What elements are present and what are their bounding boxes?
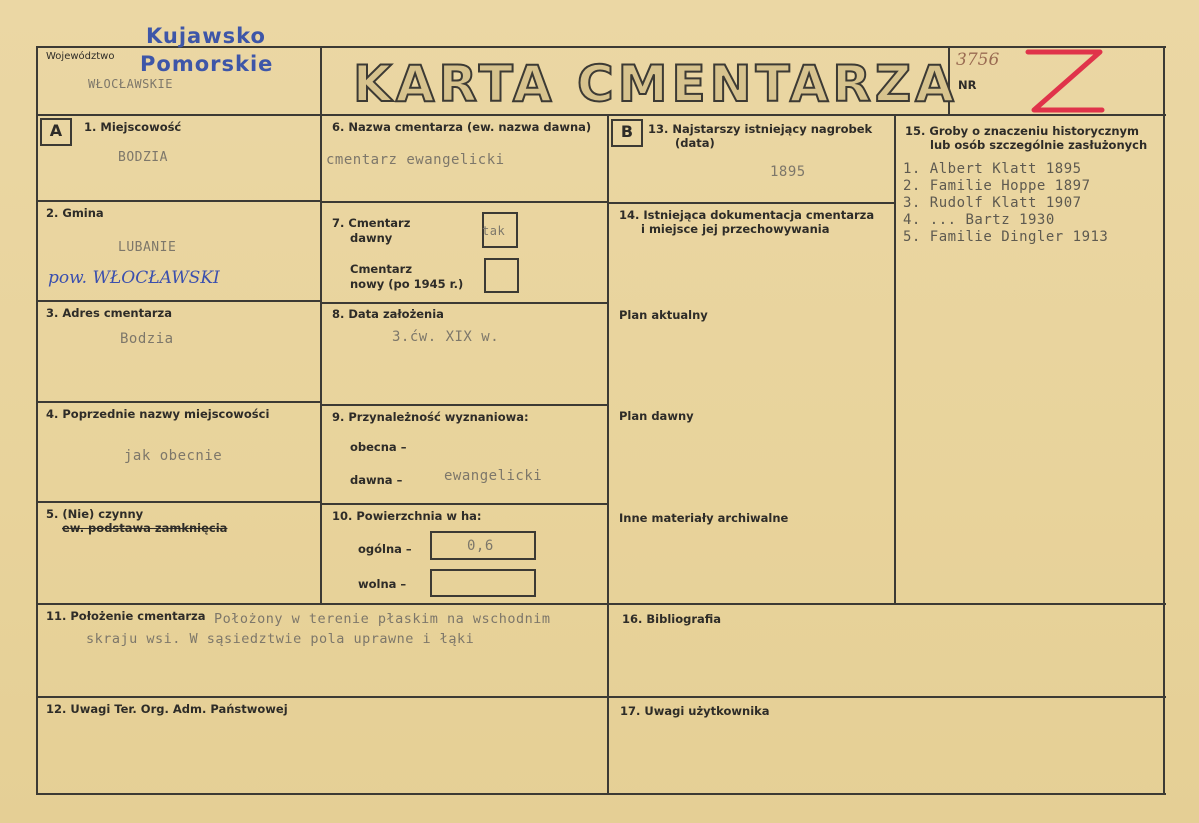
czynny-sublabel: ew. podstawa zamknięcia [62,521,228,535]
polozenie-value-1: Położony w terenie płaskim na wschodnim [214,611,551,627]
miejscowosc-label: 1. Miejscowość [84,120,182,134]
frame-left [36,46,38,795]
cmentarz-dawny-label: dawny [350,231,393,245]
row-line-bottom-2 [36,696,1166,698]
red-z-mark [1020,46,1106,118]
row-line-a4 [36,501,322,503]
gmina-handwritten: pow. WŁOCŁAWSKI [48,268,220,288]
row-line-bottom-1 [36,603,1166,605]
czynny-label: 5. (Nie) czynny [46,507,144,521]
header-divider [36,114,1166,116]
dokumentacja-label-1: 14. Istniejąca dokumentacja cmentarza [619,208,875,222]
col-2-divider [607,114,609,795]
section-b-letter: B [611,119,643,147]
poprzednie-nazwy-value: jak obecnie [124,448,223,464]
groby-item-4: 4. ... Bartz 1930 [903,212,1055,228]
najstarszy-label-2: (data) [675,136,715,150]
frame-right [1163,46,1165,795]
miejscowosc-value: BODZIA [118,150,168,165]
poprzednie-nazwy-label: 4. Poprzednie nazwy miejscowości [46,407,270,421]
gmina-label: 2. Gmina [46,206,104,220]
przynaleznosc-obecna-label: obecna – [350,440,407,454]
groby-label-2: lub osób szczególnie zasłużonych [930,138,1148,152]
row-line-b3 [320,404,609,406]
powierzchnia-ogolna-label: ogólna – [358,542,412,556]
cmentarz-label: 7. Cmentarz [332,216,411,230]
frame-bottom [36,793,1166,795]
col-3-divider [894,114,896,605]
row-line-b2 [320,302,609,304]
przynaleznosc-dawna-label: dawna – [350,473,403,487]
data-zalozenia-value: 3.ćw. XIX w. [392,329,500,345]
section-a-letter: A [40,118,72,146]
stamp-kujawsko: Kujawsko [146,24,266,48]
adres-label: 3. Adres cmentarza [46,306,172,320]
bibliografia-label: 16. Bibliografia [622,612,722,626]
nazwa-cmentarza-value: cmentarz ewangelicki [326,152,505,168]
plan-aktualny-label: Plan aktualny [619,308,708,322]
adres-value: Bodzia [120,331,174,347]
powierzchnia-ogolna-value: 0,6 [467,538,494,554]
nr-label: NR [958,78,977,92]
inne-materialy-label: Inne materiały archiwalne [619,511,789,525]
cmentarz-nowy-label: Cmentarz [350,262,413,276]
najstarszy-label-1: 13. Najstarszy istniejący nagrobek [648,122,873,136]
row-line-b1 [320,201,609,203]
groby-item-2: 2. Familie Hoppe 1897 [903,178,1091,194]
wojewodztwo-label: Województwo [46,51,115,62]
cmentarz-dawny-value: tak [482,224,506,238]
uwagi-uzytkownika-label: 17. Uwagi użytkownika [620,704,770,718]
groby-item-3: 3. Rudolf Klatt 1907 [903,195,1082,211]
polozenie-label: 11. Położenie cmentarza [46,609,206,623]
najstarszy-value: 1895 [770,164,806,180]
nr-handwritten: 3756 [956,50,1000,70]
header-vline-1 [320,46,322,116]
dokumentacja-label-2: i miejsce jej przechowywania [641,222,830,236]
stamp-pomorskie: Pomorskie [140,52,274,76]
cmentarz-nowy-sublabel: nowy (po 1945 r.) [350,277,464,291]
row-line-a2 [36,300,322,302]
row-line-a3 [36,401,322,403]
gmina-value: LUBANIE [118,240,177,255]
row-line-c1 [607,202,896,204]
nazwa-cmentarza-label: 6. Nazwa cmentarza (ew. nazwa dawna) [332,120,592,134]
powierzchnia-wolna-label: wolna – [358,577,407,591]
row-line-b4 [320,503,609,505]
card-title: KARTA CMENTARZA [353,55,958,113]
groby-item-5: 5. Familie Dingler 1913 [903,229,1109,245]
groby-item-1: 1. Albert Klatt 1895 [903,161,1082,177]
row-line-a1 [36,200,322,202]
powierzchnia-wolna-box[interactable] [430,569,536,597]
col-1-divider [320,114,322,603]
polozenie-value-2: skraju wsi. W sąsiedztwie pola uprawne i łąki [86,631,475,647]
uwagi-ter-label: 12. Uwagi Ter. Org. Adm. Państwowej [46,702,288,716]
wojewodztwo-typed: WŁOCŁAWSKIE [88,77,173,91]
powierzchnia-label: 10. Powierzchnia w ha: [332,509,482,523]
przynaleznosc-dawna-value: ewangelicki [444,468,543,484]
data-zalozenia-label: 8. Data założenia [332,307,444,321]
groby-label-1: 15. Groby o znaczeniu historycznym [905,124,1140,138]
cmentarz-nowy-box[interactable] [484,258,519,293]
plan-dawny-label: Plan dawny [619,409,694,423]
przynaleznosc-label: 9. Przynależność wyznaniowa: [332,410,529,424]
